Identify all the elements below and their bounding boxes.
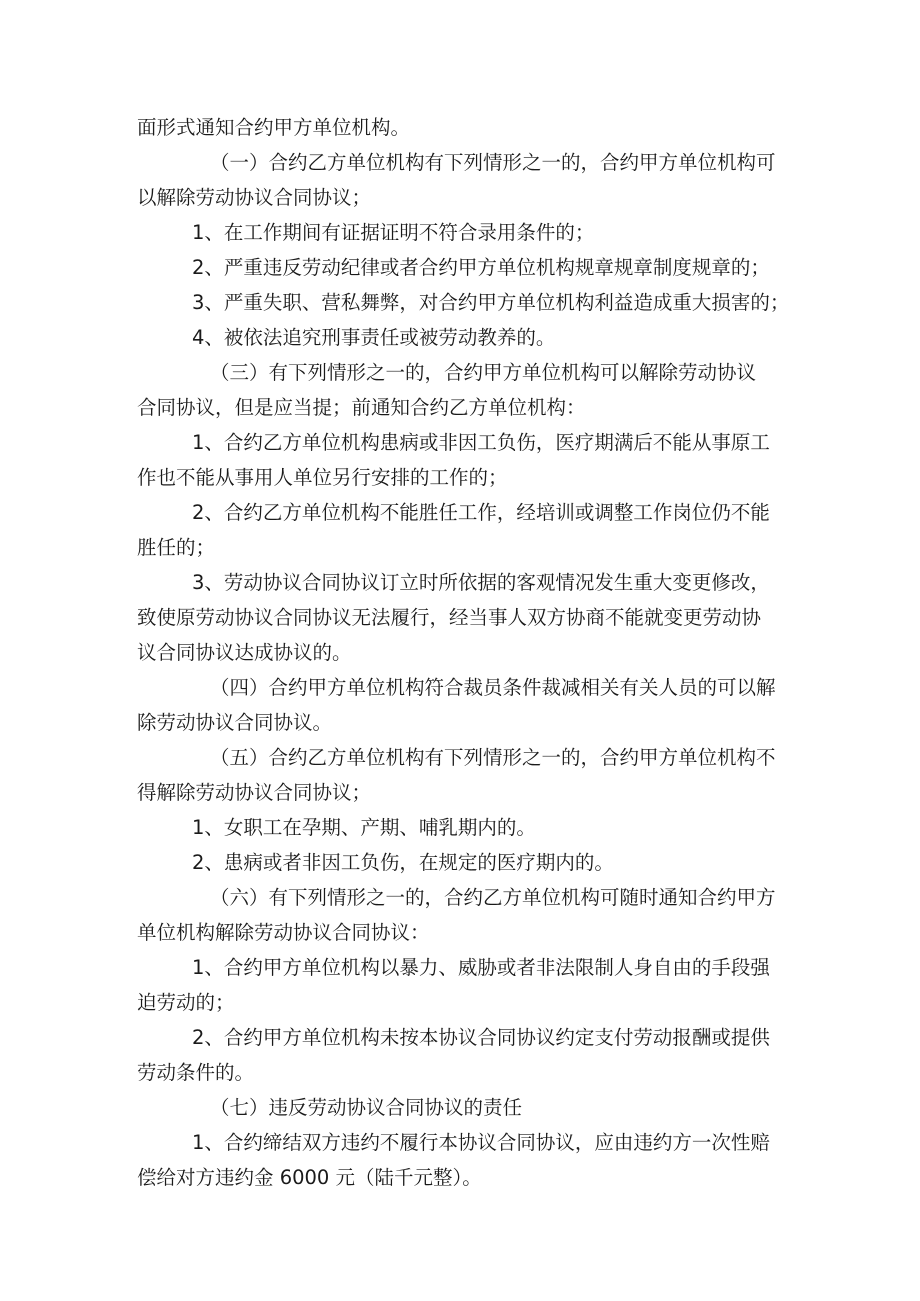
list-item: 4、被依法追究刑事责任或被劳动教养的。: [192, 326, 556, 349]
list-item: 1、在工作期间有证据证明不符合录用条件的；: [192, 221, 595, 244]
section-heading: （一）合约乙方单位机构有下列情形之一的，合约甲方单位机构可: [210, 151, 776, 174]
text-line: 以解除劳动协议合同协议；: [137, 186, 372, 209]
text-line: 胜任的；: [137, 536, 216, 559]
text-line: 致使原劳动协议合同协议无法履行，经当事人双方协商不能就变更劳动协: [137, 606, 762, 629]
list-item: 2、患病或者非因工负伤，在规定的医疗期内的。: [192, 851, 614, 874]
text-line: 劳动条件的。: [137, 1061, 255, 1084]
text-line: 得解除劳动协议合同协议；: [137, 781, 372, 804]
list-item: 3、劳动协议合同协议订立时所依据的客观情况发生重大变更修改，: [192, 571, 770, 594]
text-line: 迫劳动的；: [137, 991, 235, 1014]
text-line: 合同协议，但是应当提；前通知合约乙方单位机构：: [137, 396, 586, 419]
list-item: 3、严重失职、营私舞弊，对合约甲方单位机构利益造成重大损害的；: [192, 291, 790, 314]
text-line: 面形式通知合约甲方单位机构。: [137, 116, 411, 139]
section-heading: （五）合约乙方单位机构有下列情形之一的，合约甲方单位机构不: [210, 746, 776, 769]
section-heading: （六）有下列情形之一的，合约乙方单位机构可随时通知合约甲方: [210, 886, 776, 909]
section-heading: （七）违反劳动协议合同协议的责任: [210, 1096, 523, 1119]
text-line: 议合同协议达成协议的。: [137, 641, 352, 664]
text-line: 除劳动协议合同协议。: [137, 711, 333, 734]
list-item: 2、严重违反劳动纪律或者合约甲方单位机构规章规章制度规章的；: [192, 256, 770, 279]
section-heading: （四）合约甲方单位机构符合裁员条件裁减相关有关人员的可以解: [210, 676, 776, 699]
text-line: 单位机构解除劳动协议合同协议：: [137, 921, 430, 944]
list-item: 1、女职工在孕期、产期、哺乳期内的。: [192, 816, 536, 839]
list-item: 2、合约乙方单位机构不能胜任工作，经培训或调整工作岗位仍不能: [192, 501, 770, 524]
text-line: 作也不能从事用人单位另行安排的工作的；: [137, 466, 508, 489]
text-line: 偿给对方违约金 6000 元（陆千元整）。: [137, 1166, 482, 1189]
list-item: 1、合约乙方单位机构患病或非因工负伤，医疗期满后不能从事原工: [192, 431, 770, 454]
list-item: 1、合约缔结双方违约不履行本协议合同协议，应由违约方一次性赔: [192, 1131, 770, 1154]
list-item: 1、合约甲方单位机构以暴力、威胁或者非法限制人身自由的手段强: [192, 956, 770, 979]
list-item: 2、合约甲方单位机构未按本协议合同协议约定支付劳动报酬或提供: [192, 1026, 770, 1049]
section-heading: （三）有下列情形之一的，合约甲方单位机构可以解除劳动协议: [210, 361, 757, 384]
